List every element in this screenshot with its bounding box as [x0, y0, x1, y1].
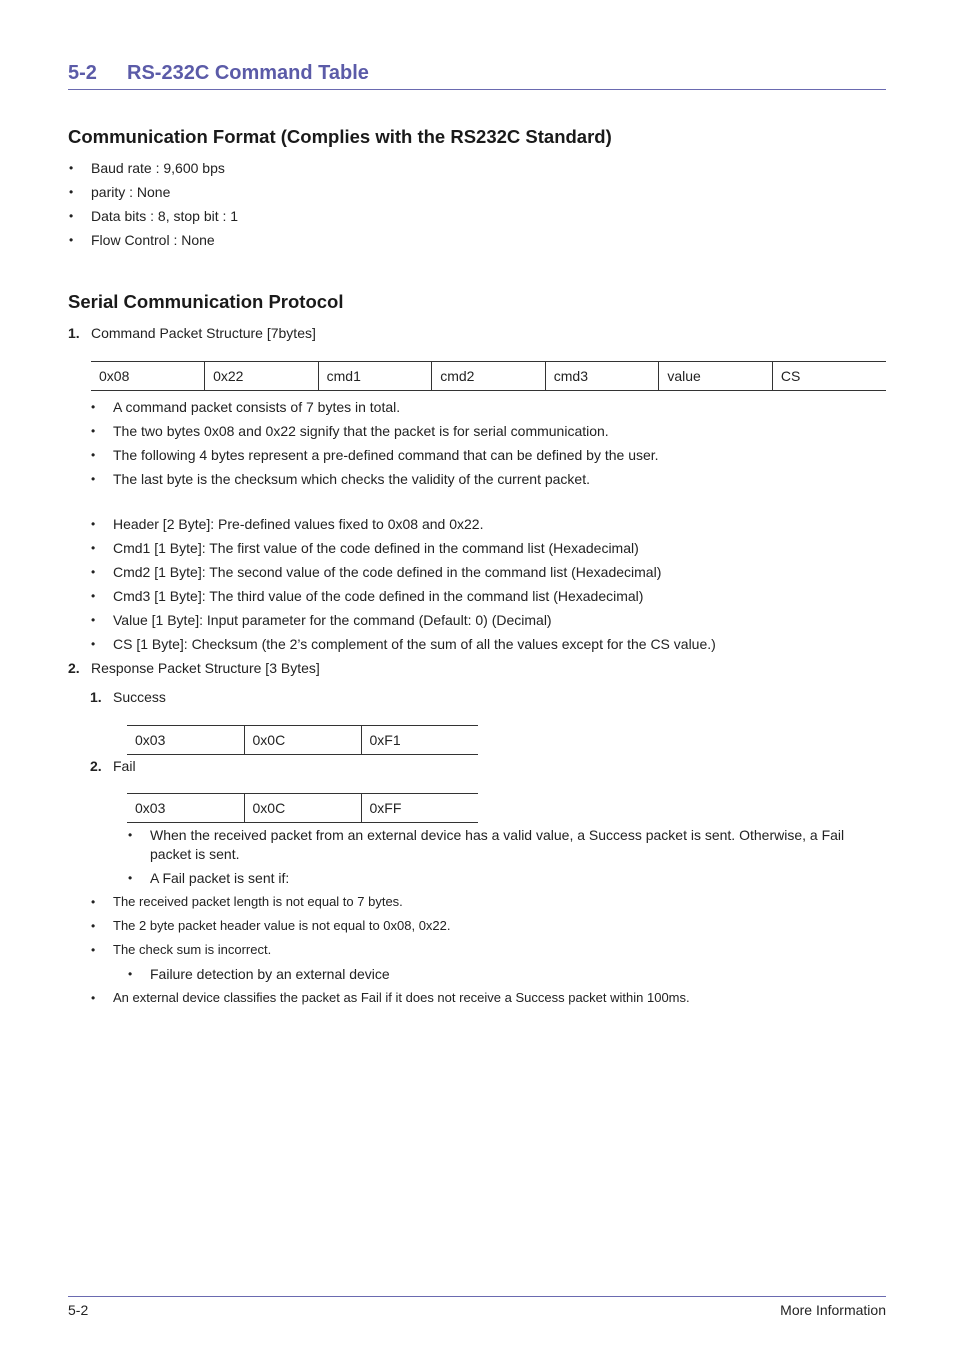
list-item: Header [2 Byte]: Pre-defined values fixed to 0x08 and 0x22.	[113, 516, 484, 532]
list-item: parity : None	[91, 184, 171, 200]
packet-cell: 0x0C	[244, 726, 361, 755]
list-item: Failure detection by an external device	[150, 966, 390, 982]
section-title-text: RS-232C Command Table	[127, 62, 369, 84]
format-heading: Communication Format (Complies with the RS232C Standard)	[68, 126, 612, 147]
packet-cell: value	[659, 362, 773, 391]
list-item: Flow Control : None	[91, 232, 215, 248]
list-item: The two bytes 0x08 and 0x22 signify that the packet is for serial communication.	[113, 423, 609, 439]
packet-cell: 0x03	[135, 800, 166, 816]
section-number: 5-2	[68, 62, 97, 84]
step-2: 2. Response Packet Structure [3 Bytes]	[68, 660, 320, 676]
list-item: When the received packet from an external device has a valid value, a Success packet is sent. Otherwise, a Fail	[150, 827, 845, 843]
list-item: The last byte is the checksum which checks the validity of the current packet.	[113, 471, 590, 487]
footer-divider	[68, 1296, 886, 1297]
list-item: A command packet consists of 7 bytes in total.	[113, 399, 401, 415]
list-item: The received packet length is not equal to 7 bytes.	[113, 894, 403, 909]
packet-cell: 0x08	[99, 368, 130, 384]
packet-cell: cmd2	[432, 362, 546, 391]
section-title	[68, 62, 369, 85]
list-item: Cmd1 [1 Byte]: The first value of the code defined in the command list (Hexadecimal)	[113, 540, 639, 556]
substep-success: 1. Success	[90, 689, 166, 705]
list-item-continuation: packet is sent.	[150, 846, 240, 862]
list-item: Value [1 Byte]: Input parameter for the command (Default: 0) (Decimal)	[113, 612, 552, 628]
substep-fail: 2. Fail	[90, 758, 136, 774]
packet-cell: 0x22	[205, 362, 319, 391]
list-item: Baud rate : 9,600 bps	[91, 160, 225, 176]
packet-cell: 0xFF	[361, 794, 478, 823]
list-item: The following 4 bytes represent a pre-defined command that can be defined by the user.	[113, 447, 659, 463]
packet-cell: cmd3	[545, 362, 659, 391]
packet-cell: cmd1	[318, 362, 432, 391]
packet-cell: 0xF1	[361, 726, 478, 755]
success-packet-table	[127, 725, 478, 755]
list-item: An external device classifies the packet as Fail if it does not receive a Success packet within 100ms.	[113, 990, 690, 1005]
list-item: Cmd2 [1 Byte]: The second value of the code defined in the command list (Hexadecimal)	[113, 564, 662, 580]
packet-cell: 0x03	[135, 732, 166, 748]
page-number: 5-2	[68, 1302, 89, 1318]
title-divider	[68, 89, 886, 90]
fail-packet-table	[127, 793, 478, 823]
protocol-heading: Serial Communication Protocol	[68, 291, 344, 312]
footer-label: More Information	[780, 1302, 886, 1318]
step-1: 1. Command Packet Structure [7bytes]	[68, 325, 316, 341]
list-item: Cmd3 [1 Byte]: The third value of the code defined in the command list (Hexadecimal)	[113, 588, 644, 604]
packet-cell: CS	[772, 362, 886, 391]
packet-cell: 0x0C	[244, 794, 361, 823]
list-item: Data bits : 8, stop bit : 1	[91, 208, 239, 224]
list-item: The 2 byte packet header value is not equal to 0x08, 0x22.	[113, 918, 451, 933]
list-item: CS [1 Byte]: Checksum (the 2’s complement of the sum of all the values except for the CS value.)	[113, 636, 716, 652]
list-item: The check sum is incorrect.	[113, 942, 272, 957]
command-packet-table	[91, 361, 886, 391]
list-item: A Fail packet is sent if:	[150, 870, 290, 886]
